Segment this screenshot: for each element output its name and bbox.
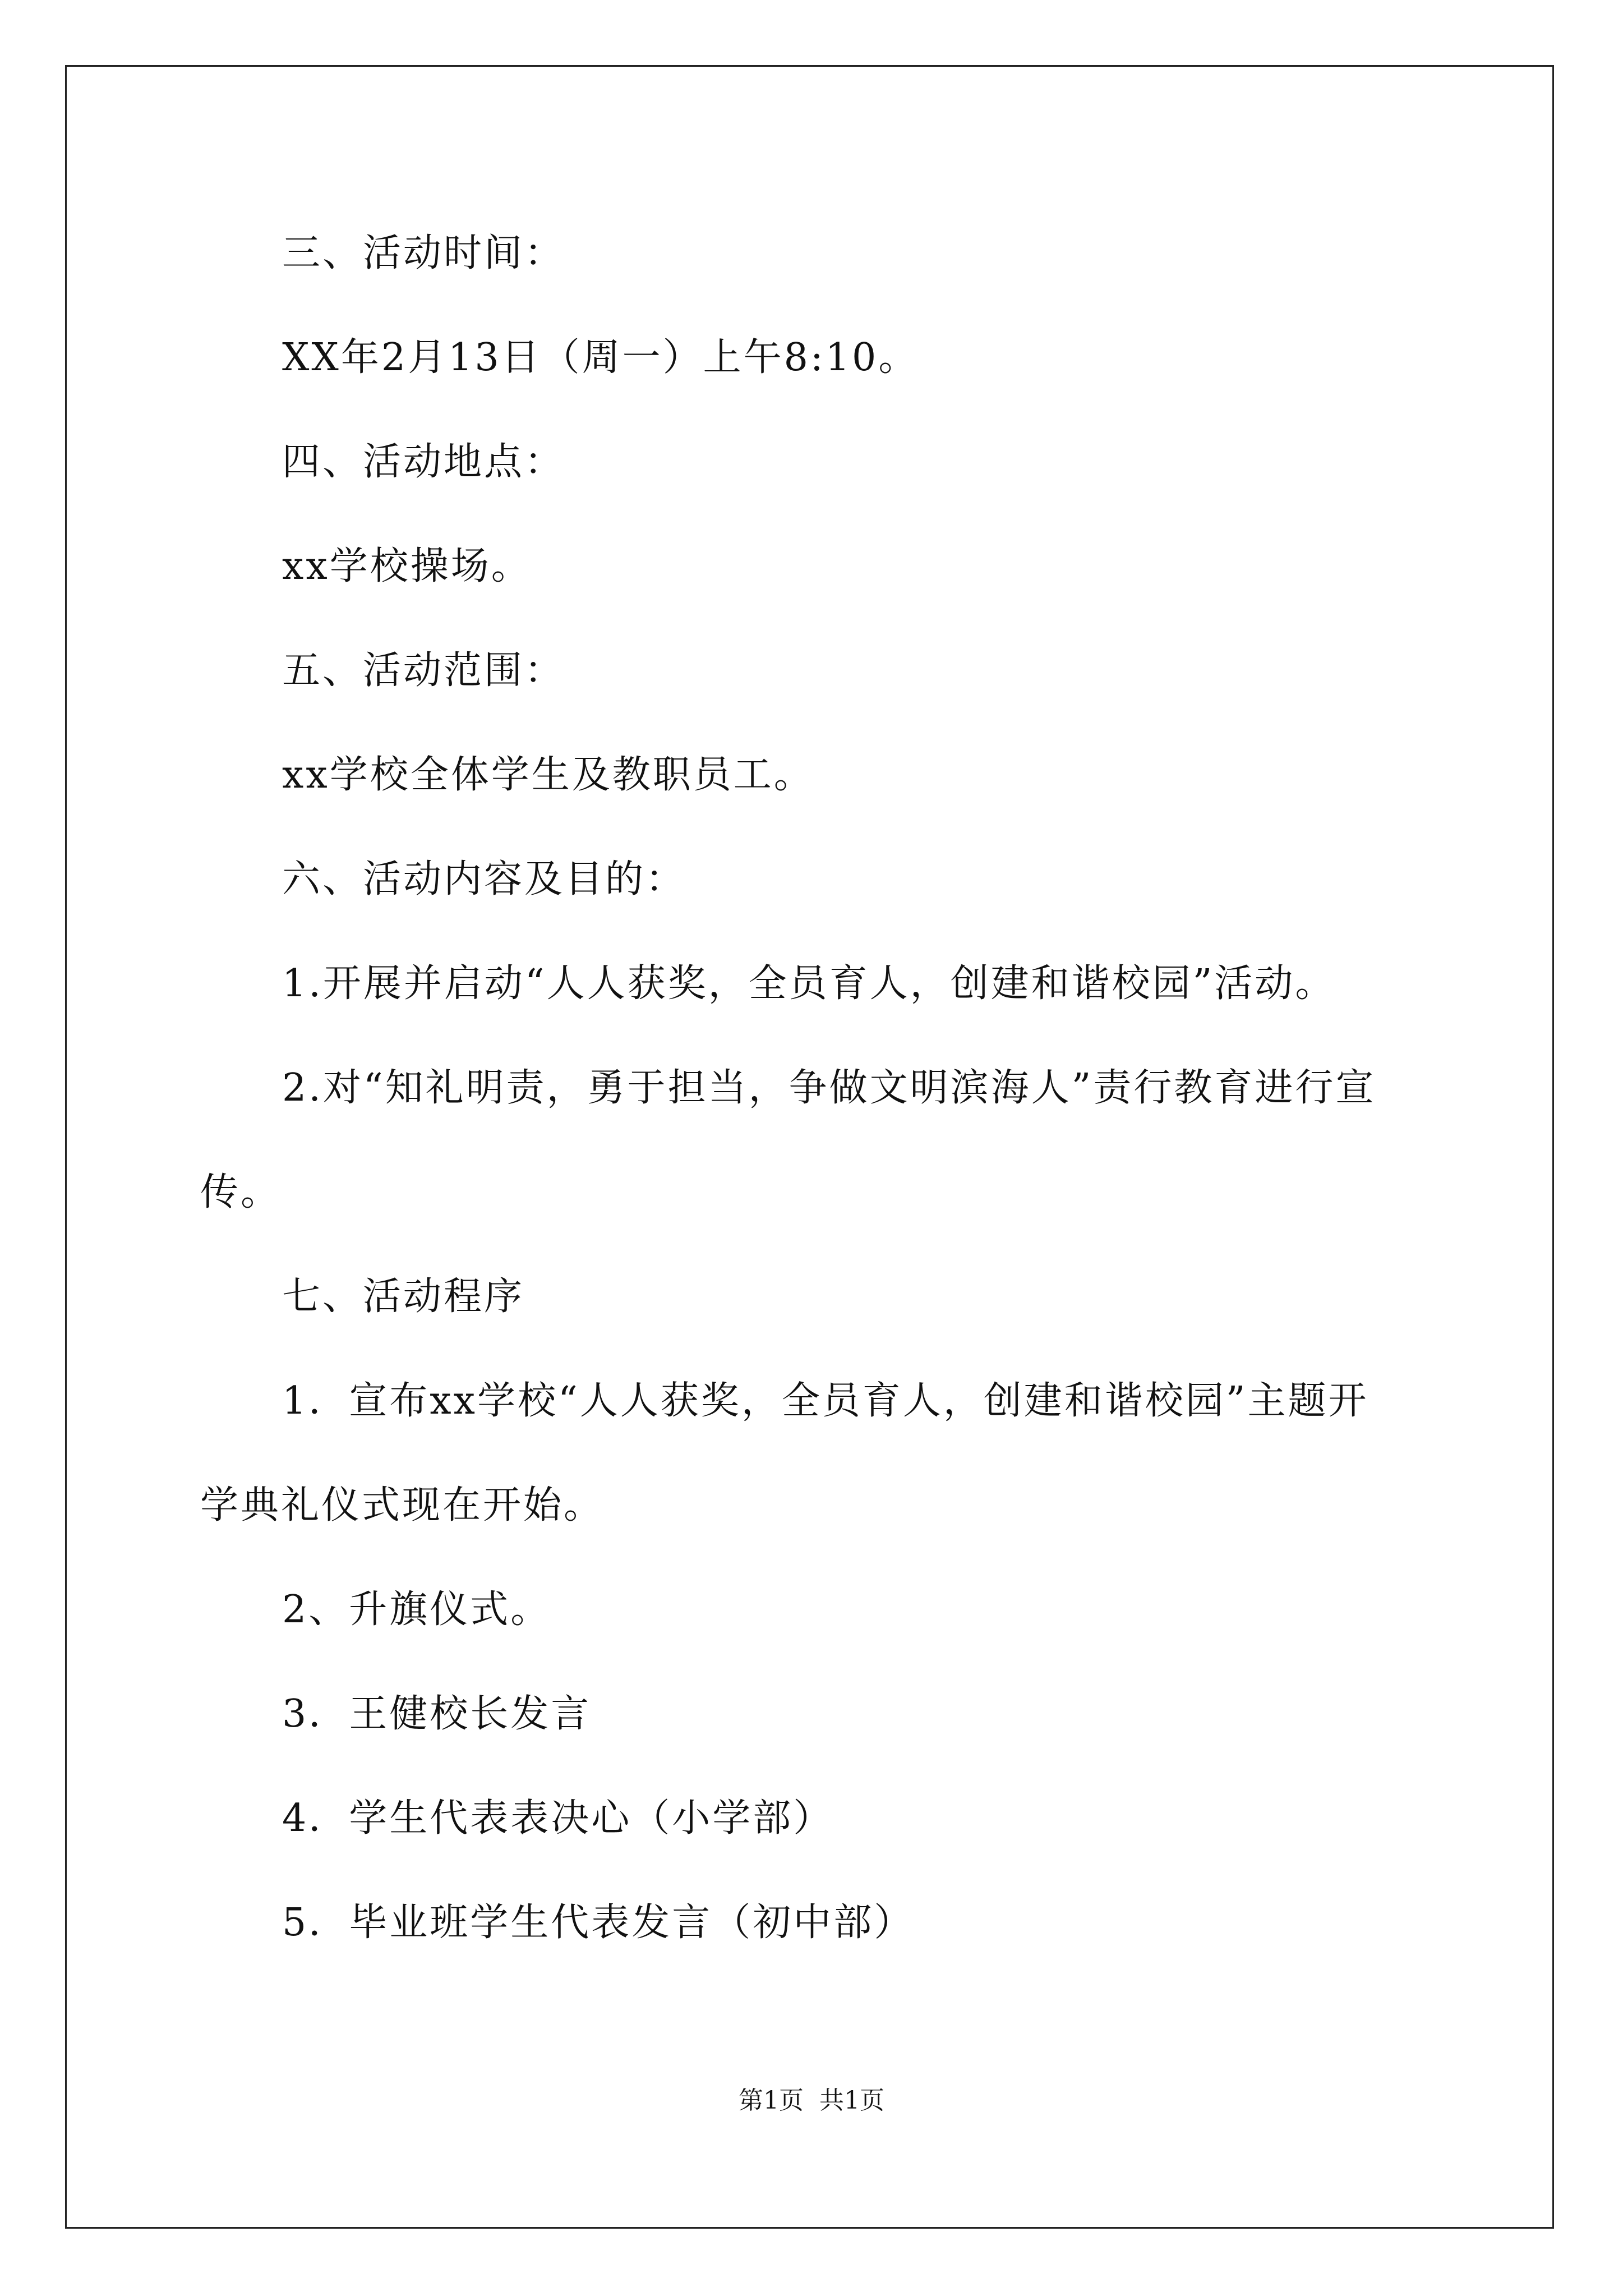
paragraph-content-item-2-continued: 传。 <box>200 1170 282 1214</box>
paragraph-procedure-item-4: 4．学生代表表决心（小学部） <box>282 1796 834 1841</box>
paragraph-procedure-item-3: 3．王健校长发言 <box>282 1692 592 1736</box>
heading-activity-location: 四、活动地点： <box>282 440 565 484</box>
paragraph-content-item-1: 1.开展并启动“人人获奖，全员育人，创建和谐校园”活动。 <box>282 961 1336 1006</box>
paragraph-activity-time: XX年2月13日（周一）上午8:10。 <box>282 335 919 380</box>
paragraph-procedure-item-1: 1．宣布xx学校“人人获奖，全员育人，创建和谐校园”主题开 <box>282 1379 1369 1423</box>
paragraph-activity-location: xx学校操场。 <box>282 544 532 588</box>
heading-activity-scope: 五、活动范围： <box>282 648 565 693</box>
paragraph-content-item-2: 2.对“知礼明责，勇于担当，争做文明滨海人”责行教育进行宣 <box>282 1066 1376 1110</box>
heading-activity-content: 六、活动内容及目的： <box>282 857 686 901</box>
paragraph-procedure-item-1-continued: 学典礼仪式现在开始。 <box>200 1483 605 1527</box>
page-footer: 第1页 共1页 <box>739 2086 884 2115</box>
paragraph-activity-scope: xx学校全体学生及教职员工。 <box>282 753 814 797</box>
paragraph-procedure-item-2: 2、升旗仪式。 <box>282 1588 551 1632</box>
heading-activity-time: 三、活动时间： <box>282 231 565 275</box>
paragraph-procedure-item-5: 5．毕业班学生代表发言（初中部） <box>282 1901 915 1945</box>
heading-activity-procedure: 七、活动程序 <box>282 1274 525 1319</box>
